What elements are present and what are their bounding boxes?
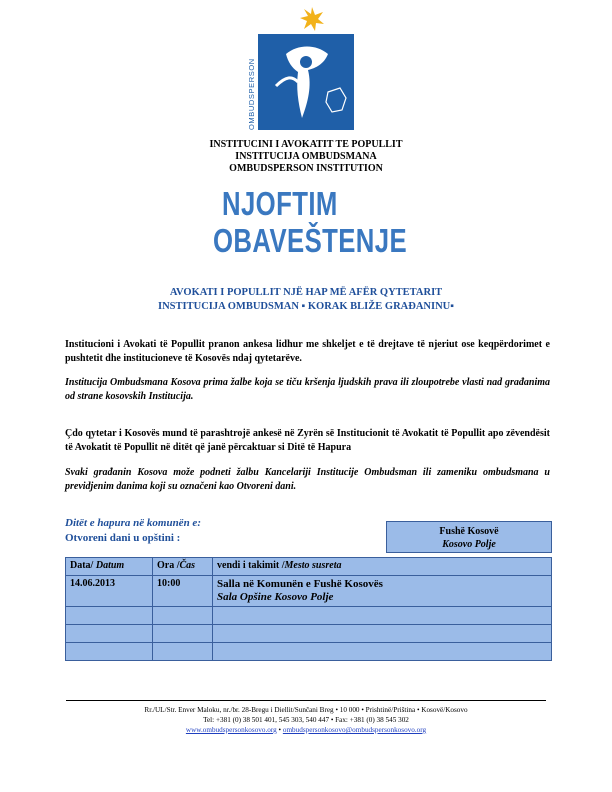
row-place [213, 576, 552, 607]
row-date [66, 643, 153, 661]
row-time: 10:00 [153, 576, 213, 607]
place-header-sr: Mesto susreta [284, 560, 342, 571]
logo-emblem-icon [246, 6, 358, 134]
time-header [153, 558, 213, 576]
title-njoftim: NJOFTIM [222, 185, 338, 222]
table-row [66, 643, 552, 661]
open-days-label-serbian: Otvoreni dani u opštini : [65, 532, 181, 544]
paragraph-open-days-serbian: Svaki građanin Kosova može podneti žalbu Kancelariji Institucije Ombudsman ili zameniku ombudsmana u previdjenim danima koji su označeni kao Otvoreni dani. [65, 467, 550, 492]
row-date: 14.06.2013 [66, 576, 153, 607]
institution-name-english: OMBUDSPERSON INSTITUTION [229, 163, 383, 174]
institution-name-albanian: INSTITUCINI I AVOKATIT TE POPULLIT [209, 139, 403, 150]
row-time [153, 625, 213, 643]
footer-divider [66, 700, 546, 701]
table-row [66, 576, 552, 607]
paragraph-complaints-albanian: Institucioni i Avokati të Popullit pranon ankesa lidhur me shkeljet e të drejtave të njeriut ose keqpërdorimet e pushtetit dhe institucioneve të Kosovës ndaj qytetarëve. [65, 339, 550, 364]
date-header-sq: Data/ [70, 560, 96, 571]
date-header [66, 558, 153, 576]
row-place-serbian: Sala Opšine Kosovo Polje [217, 591, 334, 603]
time-header-sr: Čas [179, 560, 196, 571]
ombudsperson-logo [246, 6, 358, 134]
row-date [66, 607, 153, 625]
schedule-header-row [66, 558, 552, 576]
footer-links [0, 726, 612, 736]
logo-text: OMBUDSPERSON [247, 58, 256, 130]
row-date [66, 625, 153, 643]
footer-phones: Tel: +381 (0) 38 501 401, 545 303, 540 447 • Fax: +381 (0) 38 545 302 [203, 716, 409, 724]
schedule-table [65, 557, 552, 661]
table-row [66, 625, 552, 643]
paragraph-open-days-albanian: Çdo qytetar i Kosovës mund të parashtrojë ankesë në Zyrën së Institucionit të Avokatit të Popullit apo zëvendësit të Avokatit të Popullit në ditët që janë përcaktuar si Ditë të Hapura [65, 428, 550, 453]
open-days-label-albanian: Ditët e hapura në komunën e: [65, 517, 201, 529]
subtitle-albanian: AVOKATI I POPULLIT NJË HAP MË AFËR QYTETARIT [169, 287, 443, 298]
row-place-albanian: Salla në Komunën e Fushë Kosovës [217, 578, 383, 590]
municipality-box [386, 521, 552, 553]
website-link[interactable]: www.ombudspersonkosovo.org [185, 726, 277, 734]
row-time [153, 643, 213, 661]
place-header-sq: vendi i takimit / [217, 560, 285, 571]
institution-name-serbian: INSTITUCIJA OMBUDSMANA [235, 151, 377, 162]
municipality-albanian: Fushë Kosovë [439, 526, 499, 537]
footer-separator: • [276, 726, 283, 734]
subtitle-serbian: INSTITUCIJA OMBUDSMAN ▪ KORAK BLIŽE GRAĐANINU▪ [158, 301, 454, 312]
row-place [213, 607, 552, 625]
row-time [153, 607, 213, 625]
table-row [66, 607, 552, 625]
row-place [213, 625, 552, 643]
place-header [213, 558, 552, 576]
footer-address: Rr./UL/Str. Enver Maloku, nr./br. 28-Bregu i Diellit/Sunčani Breg • 10 000 • Prishtinë/Priština • Kosovë/Kosovo [144, 706, 468, 714]
time-header-sq: Ora / [157, 560, 180, 571]
email-link[interactable]: ombudspersonkosovo@ombudspersonkosovo.org [282, 726, 427, 734]
date-header-sr: Datum [95, 560, 125, 571]
row-place [213, 643, 552, 661]
municipality-serbian: Kosovo Polje [442, 539, 496, 550]
title-obavestenje: OBAVEŠTENJE [213, 222, 408, 259]
paragraph-complaints-serbian: Institucija Ombudsmana Kosova prima žalbe koja se tiču kršenja ljudskih prava ili zloupotrebe vlasti nad građanima od strane kosovskih Institucija. [65, 377, 550, 402]
